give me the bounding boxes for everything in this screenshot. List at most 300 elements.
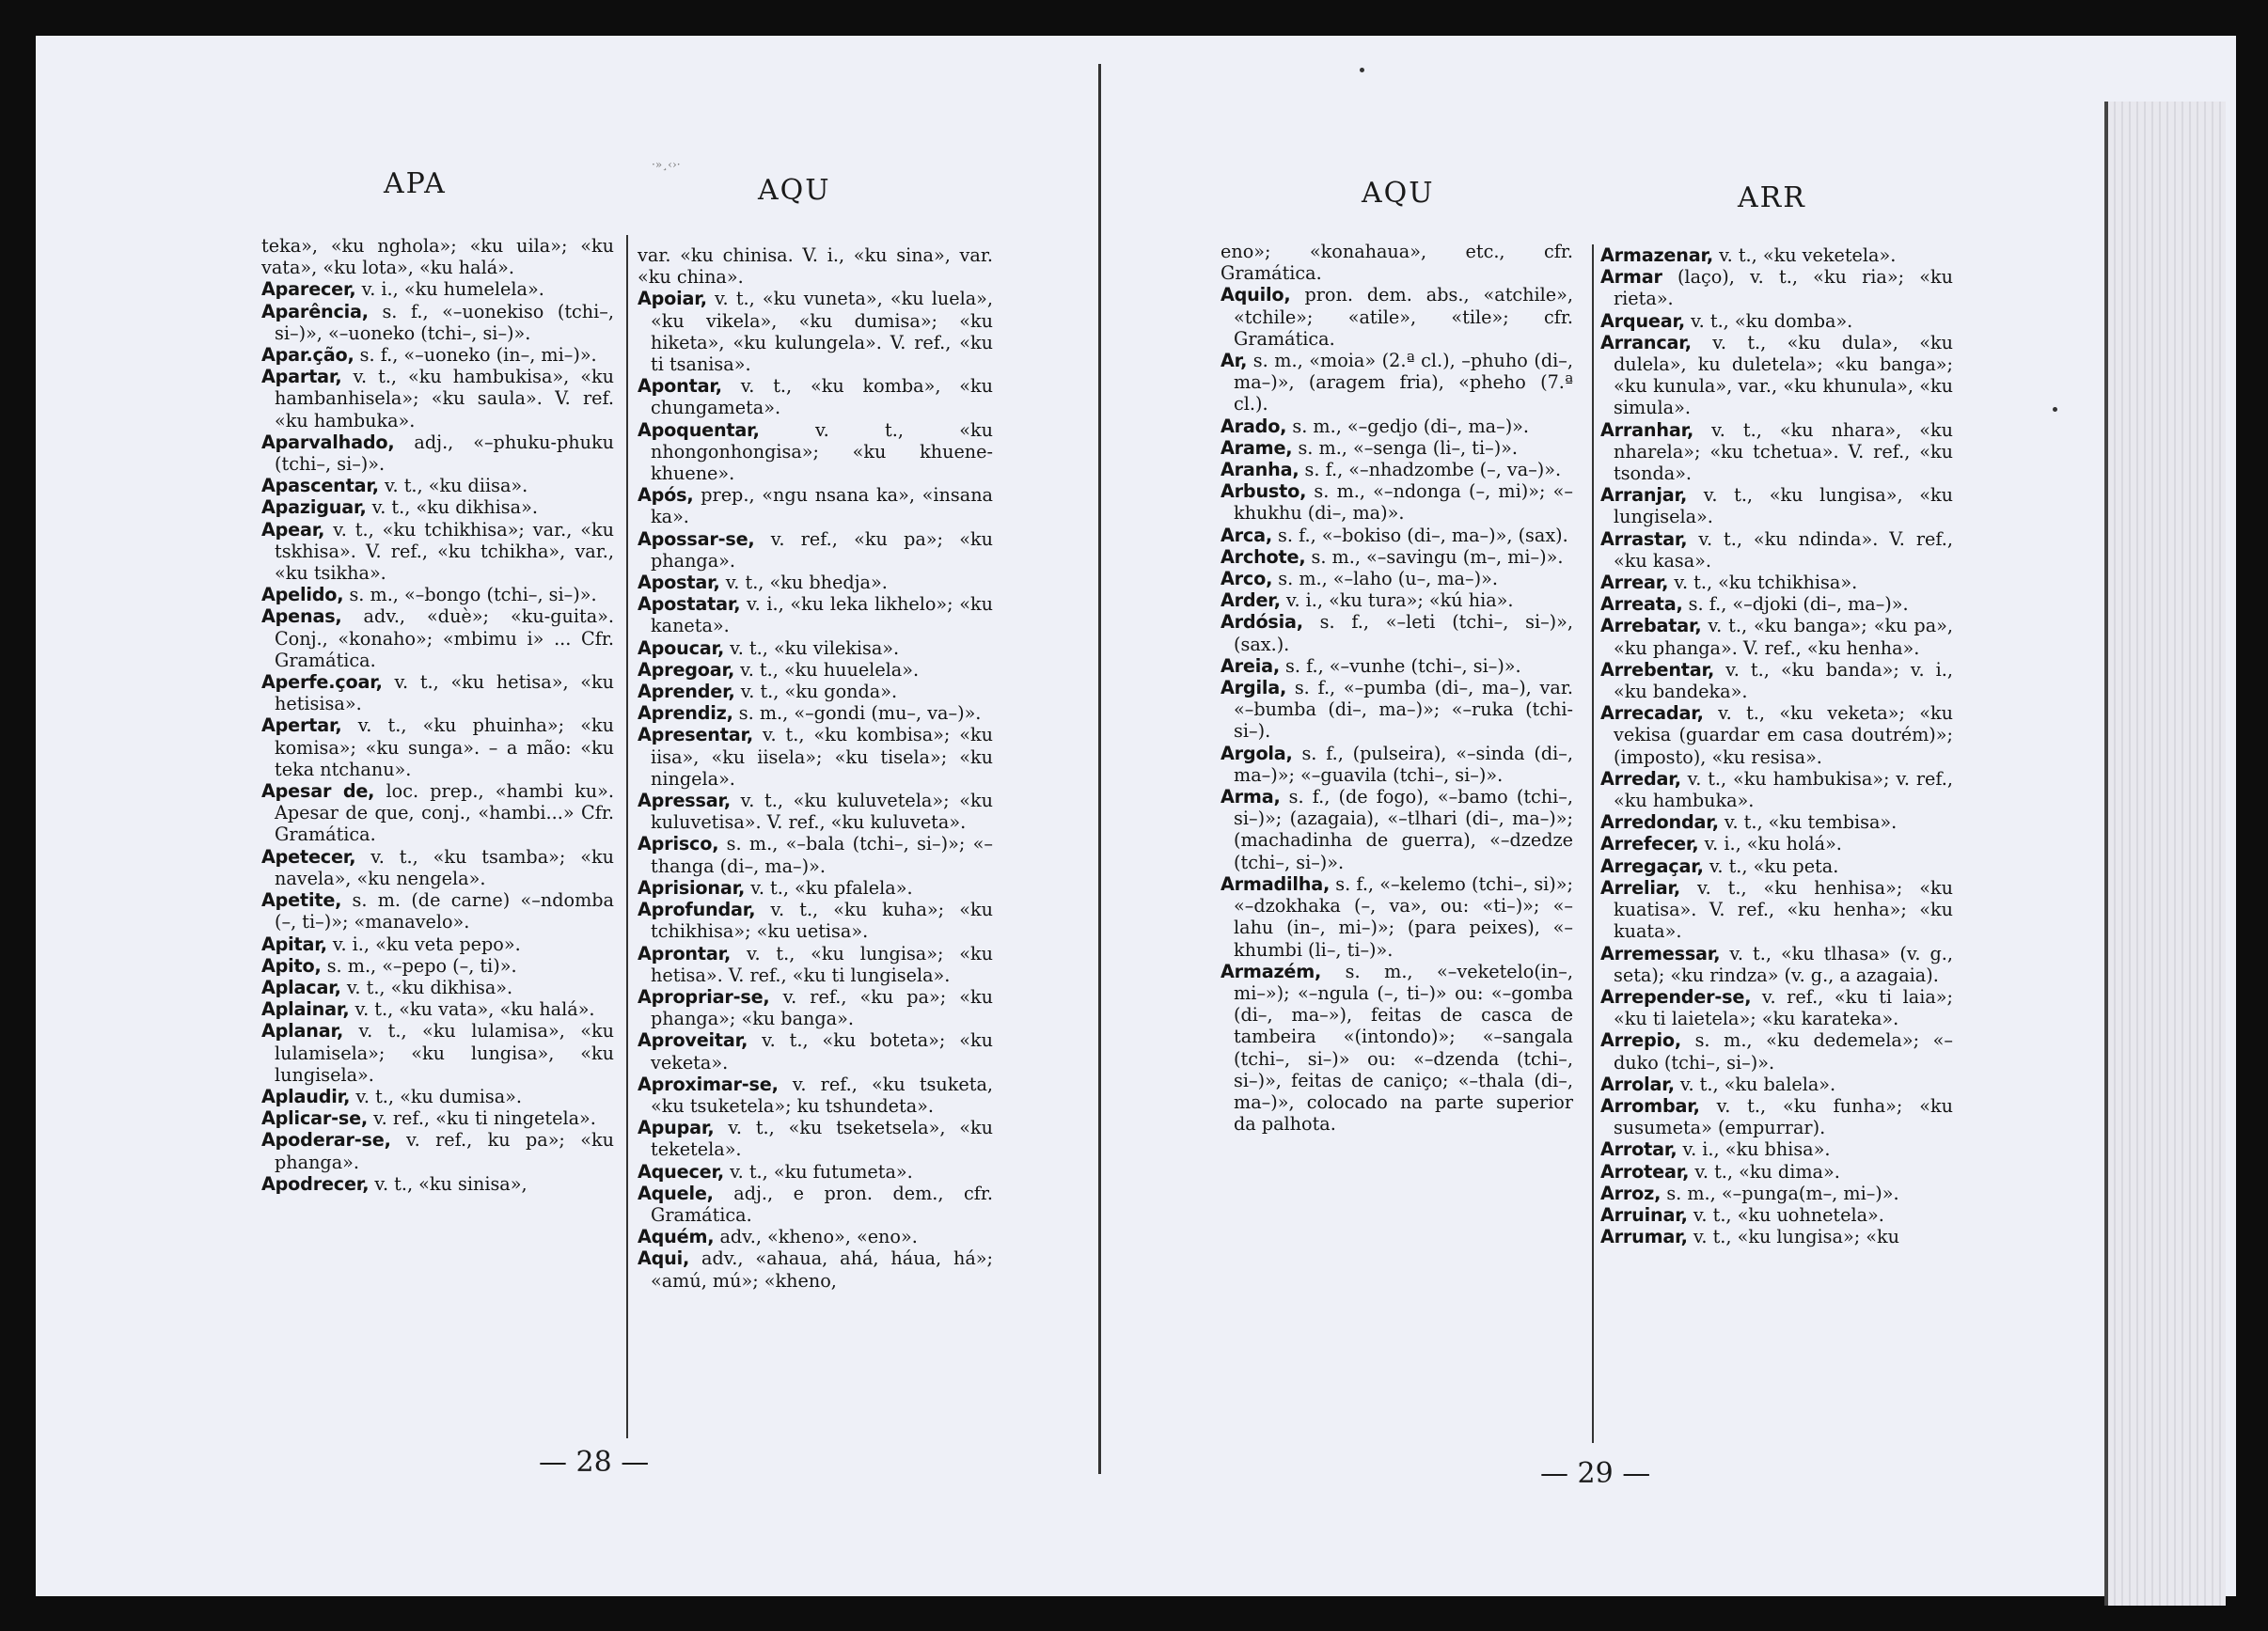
entry-definition: v. i., «ku humelela».: [355, 278, 544, 301]
dictionary-entry: [261, 955, 614, 977]
entry-headword: Arranjar,: [1600, 484, 1688, 507]
dictionary-entry: [1221, 743, 1573, 786]
entry-headword: Apascentar,: [261, 475, 379, 497]
entry-definition: v. t., «ku vilekisa».: [724, 636, 900, 659]
entry-definition: v. t., «ku lungisa»; «ku hetisa». V. ref., «ku ti lungisela».: [651, 942, 993, 986]
dictionary-entry: [261, 846, 614, 889]
entry-headword: Apupar,: [638, 1117, 715, 1139]
entry-headword: Apoquentar,: [638, 418, 760, 441]
dictionary-entry: [261, 475, 614, 496]
entry-headword: Arredar,: [1600, 767, 1681, 790]
entry-definition: v. t., «ku kuluvetela»; «ku kuluvetisa». V. ref., «ku kuluveta».: [651, 790, 993, 834]
next-page-edge: [2104, 102, 2226, 1606]
entry-definition: s. f., «–pumba (di–, ma–), var. «–bumba (di–, ma–)»; «–ruka (tchi- si–).: [1234, 677, 1573, 743]
dictionary-entry: [638, 790, 993, 833]
dictionary-entry: [261, 977, 614, 998]
entry-headword: Apodrecer,: [261, 1172, 370, 1195]
entry-definition: loc. prep., «hambi ku». Apesar de que, conj., «hambi...» Cfr. Gramática.: [275, 780, 614, 846]
dictionary-entry: [261, 235, 614, 278]
entry-headword: Aquilo,: [1221, 284, 1291, 306]
dictionary-entry: [1221, 437, 1573, 459]
entry-headword: Arrecadar,: [1600, 702, 1704, 725]
book-spread: [36, 36, 2236, 1596]
entry-definition: v. t., «ku peta.: [1703, 855, 1839, 877]
dictionary-entry: [261, 1173, 614, 1195]
header-left-guide-word: APA: [384, 167, 447, 200]
dictionary-entry: [1221, 611, 1573, 654]
dictionary-entry: [638, 484, 993, 527]
paper-speck: [2053, 407, 2057, 412]
dictionary-entry: [261, 301, 614, 344]
entry-definition: v. t., «ku lungisa», «ku lungisela».: [1614, 484, 1953, 528]
dictionary-entry: [1600, 593, 1953, 615]
entry-headword: Arreata,: [1600, 593, 1683, 616]
ink-smudge: ·»¸‹›·: [652, 158, 681, 171]
dictionary-entry: [638, 1226, 993, 1247]
entry-headword: Arrumar,: [1600, 1226, 1688, 1248]
entry-headword: Apenas,: [261, 605, 342, 628]
entry-headword: Arredondar,: [1600, 811, 1719, 834]
entry-headword: Armadilha,: [1221, 872, 1331, 895]
dictionary-entry: [1600, 266, 1953, 309]
entry-definition: v. t., «ku diisa».: [378, 475, 528, 497]
dictionary-entry: [638, 1117, 993, 1160]
dictionary-entry: [638, 375, 993, 418]
entry-headword: Arrancar,: [1600, 331, 1692, 353]
entry-headword: Armar: [1600, 266, 1662, 289]
dictionary-entry: [638, 681, 993, 702]
entry-definition: s. m., «–senga (li–, ti–)».: [1292, 436, 1519, 459]
entry-definition: s. m., «–pepo (–, ti)».: [321, 954, 517, 977]
entry-headword: Aparecer,: [261, 278, 356, 301]
dictionary-entry: [1600, 1204, 1953, 1226]
entry-headword: Apressar,: [638, 790, 731, 812]
dictionary-entry: [1221, 655, 1573, 677]
entry-headword: Aquém,: [638, 1226, 715, 1248]
header-right-guide-word: ARR: [1738, 181, 1806, 214]
entry-definition: v. t., «ku futumeta».: [723, 1160, 913, 1183]
entry-definition: adv., «duè»; «ku-guita». Conj., «konaho»; «mbimu i» ... Cfr. Gramática.: [275, 605, 614, 671]
dictionary-entry: [638, 899, 993, 942]
entry-headword: Arbusto,: [1221, 480, 1307, 503]
entry-definition: v. t., «ku tsamba»; «ku navela», «ku nengela».: [275, 845, 614, 889]
column-rule: [1592, 244, 1594, 1443]
entry-headword: Apitar,: [261, 933, 327, 955]
dictionary-entry: [1600, 1095, 1953, 1138]
entry-headword: Aquele,: [638, 1182, 714, 1204]
entry-definition: s. f., «–leti (tchi–, si–)», (sax.).: [1234, 611, 1573, 655]
entry-definition: s. m., «–bongo (tchi–, si–)».: [343, 584, 597, 606]
entry-definition: v. t., «ku sinisa»,: [369, 1172, 528, 1195]
entry-definition: v. i., «ku holá».: [1698, 833, 1842, 855]
dictionary-entry: [1600, 768, 1953, 811]
entry-headword: Aqui,: [638, 1247, 690, 1270]
dictionary-entry: [1221, 961, 1573, 1136]
entry-definition: s. m., «–laho (u–, ma–)».: [1272, 568, 1498, 590]
dictionary-entry: [638, 528, 993, 572]
dictionary-entry: [261, 889, 614, 933]
dictionary-entry: [638, 724, 993, 790]
header-left-guide-word: AQU: [1362, 177, 1435, 210]
dictionary-entry: [261, 933, 614, 955]
entry-definition: v. t., «ku hambukisa»; v. ref., «ku hambuka».: [1614, 767, 1953, 812]
entry-definition: s. m., «–ndonga (–, mi)»; «–khukhu (di–, ma)».: [1234, 480, 1573, 525]
dictionary-entry: [261, 431, 614, 475]
entry-definition: s. f., «–nhadzombe (–, va–)».: [1299, 459, 1562, 481]
dictionary-entry: [1600, 811, 1953, 833]
entry-headword: Apito,: [261, 954, 322, 977]
entry-definition: s. f., «–uoneko (in–, mi–)».: [354, 344, 597, 367]
entry-definition: v. i., «ku veta pepo».: [326, 933, 521, 955]
entry-headword: Apartar,: [261, 366, 342, 388]
entry-definition: var. «ku chinisa. V. i., «ku sina», var. «ku china».: [638, 244, 993, 289]
entry-headword: Ar,: [1221, 350, 1248, 372]
dictionary-entry: [1221, 284, 1573, 350]
dictionary-entry: [638, 419, 993, 485]
entry-headword: Após,: [638, 484, 694, 507]
entry-headword: Arremessar,: [1600, 942, 1721, 964]
page-29: [1108, 36, 2104, 1596]
entry-headword: Apesar de,: [261, 780, 375, 803]
entry-headword: Apossar-se,: [638, 527, 755, 550]
entry-headword: Apetite,: [261, 889, 342, 912]
entry-definition: s. m., «ku dedemela»; «–duko (tchi–, si–)».: [1614, 1029, 1953, 1074]
entry-headword: Aplanar,: [261, 1020, 344, 1043]
entry-definition: adj., «–phuku-phuku (tchi–, si–)».: [275, 431, 614, 476]
entry-headword: Aprontar,: [638, 942, 732, 964]
column-rule: [626, 235, 628, 1438]
dictionary-entry: [261, 584, 614, 605]
entry-headword: Aprisco,: [638, 833, 719, 855]
entry-headword: Arrefecer,: [1600, 833, 1699, 855]
column-left-1: [261, 235, 614, 1195]
dictionary-entry: [1600, 1161, 1953, 1183]
entry-definition: v. t., «ku bhedja».: [719, 572, 888, 594]
entry-definition: v. ref., «ku tsuketa, «ku tsuketela»; ku tshundeta».: [651, 1073, 993, 1117]
entry-headword: Apregoar,: [638, 658, 735, 681]
page-28: [36, 36, 1098, 1596]
dictionary-entry: [1221, 241, 1573, 284]
entry-definition: v. t., «ku lulamisa», «ku lulamisela»; «ku lungisa», «ku lungisela».: [275, 1020, 614, 1086]
column-right-1: [1221, 241, 1573, 1135]
page-number: — 28 —: [539, 1446, 650, 1479]
header-right-guide-word: AQU: [758, 174, 831, 207]
dictionary-entry: [638, 593, 993, 636]
dictionary-entry: [1221, 350, 1573, 416]
dictionary-entry: [261, 780, 614, 846]
dictionary-entry: [261, 1020, 614, 1086]
dictionary-entry: [638, 943, 993, 986]
dictionary-entry: [1221, 786, 1573, 873]
entry-definition: s. m., «–bala (tchi–, si–)»; «–thanga (di–, ma–)».: [651, 833, 993, 877]
entry-definition: v. t., «ku uohnetela».: [1687, 1203, 1884, 1226]
entry-definition: s. m., «moia» (2.ª cl.), –phuho (di–, ma–)», (aragem fria), «pheho (7.ª cl.).: [1234, 350, 1573, 416]
dictionary-entry: [261, 344, 614, 366]
entry-definition: v. ref., «ku pa»; «ku phanga».: [651, 527, 993, 572]
dictionary-entry: [638, 833, 993, 876]
entry-definition: v. t., «ku tchikhisa»; var., «ku tskhisa». V. ref., «ku tchikha», var., «ku tsikha».: [275, 518, 614, 585]
entry-definition: v. t., «ku phuinha»; «ku komisa»; «ku sunga». – a mão: «ku teka ntchanu».: [275, 714, 614, 780]
spine-rule: [1098, 64, 1101, 1474]
column-right-2: [1600, 244, 1953, 1247]
dictionary-entry: [638, 572, 993, 593]
dictionary-entry: [1600, 1183, 1953, 1204]
dictionary-entry: [1600, 659, 1953, 702]
entry-headword: Aquecer,: [638, 1160, 724, 1183]
entry-definition: s. m., «–gedjo (di–, ma–)».: [1286, 415, 1530, 437]
entry-headword: Arame,: [1221, 436, 1293, 459]
dictionary-entry: [638, 1183, 993, 1226]
dictionary-entry: [1221, 480, 1573, 524]
entry-headword: Arruinar,: [1600, 1203, 1688, 1226]
entry-definition: v. t., «ku dumisa».: [350, 1085, 523, 1107]
entry-headword: Apontar,: [638, 375, 722, 398]
dictionary-entry: [1221, 459, 1573, 480]
entry-headword: Argola,: [1221, 742, 1293, 764]
dictionary-entry: [1221, 568, 1573, 589]
dictionary-entry: [1600, 1074, 1953, 1095]
column-left-2: [638, 244, 993, 1292]
entry-definition: v. t., «ku vata», «ku halá».: [349, 998, 595, 1021]
entry-headword: Ardósia,: [1221, 611, 1303, 634]
entry-headword: Arrotar,: [1600, 1138, 1677, 1161]
entry-definition: s. f., «–uonekiso (tchi–, si–)», «–uoneko (tchi–, si–)».: [275, 300, 614, 344]
entry-headword: Apar.ção,: [261, 344, 354, 367]
entry-definition: s. m., «–veketelo(in–, mi–»); «–ngula (–, ti–)» ou: «–gomba (di–, ma–»), feitas de casca de tambeira «(intondo)»; «–sangala (tchi–, si–)» ou: «–dzenda (tchi–, si–)», feitas de caniço; «–thala (di–, ma–)», colocado na parte superior da palhota.: [1234, 960, 1573, 1136]
entry-headword: Armazém,: [1221, 960, 1322, 982]
dictionary-entry: [1600, 484, 1953, 527]
dictionary-entry: [638, 702, 993, 724]
entry-headword: Arca,: [1221, 524, 1272, 546]
entry-headword: Argila,: [1221, 677, 1287, 699]
entry-headword: Apaziguar,: [261, 496, 367, 519]
entry-definition: s. m., «–savingu (m–, mi–)».: [1305, 545, 1564, 568]
dictionary-entry: [1600, 986, 1953, 1029]
dictionary-entry: [1600, 855, 1953, 877]
entry-definition: v. t., «ku nhongonhongisa»; «ku khuene-khuene».: [651, 418, 993, 485]
dictionary-entry: [261, 1107, 614, 1129]
entry-definition: v. i., «ku leka likhelo»; «ku kaneta».: [651, 593, 993, 637]
entry-headword: Apetecer,: [261, 845, 356, 868]
dictionary-entry: [1221, 677, 1573, 743]
entry-definition: adv., «ahaua, ahá, háua, há»; «amú, mú»; «kheno,: [651, 1247, 993, 1292]
dictionary-entry: [1600, 310, 1953, 332]
dictionary-entry: [1221, 873, 1573, 961]
dictionary-entry: [1600, 332, 1953, 419]
entry-definition: v. t., «ku dima».: [1689, 1160, 1840, 1183]
dictionary-entry: [1221, 546, 1573, 568]
entry-definition: v. t., «ku ndinda». V. ref., «ku kasa».: [1614, 527, 1953, 572]
entry-headword: Apropriar-se,: [638, 985, 770, 1008]
entry-definition: v. ref., «ku ti ningetela».: [368, 1107, 596, 1130]
dictionary-entry: [261, 278, 614, 300]
entry-definition: v. t., «ku dula», «ku dulela», ku duletela»; «ku banga»; «ku kunula», var., «ku khunula», «ku simula».: [1614, 331, 1953, 419]
dictionary-entry: [638, 986, 993, 1029]
entry-definition: v. t., «ku henhisa»; «ku kuatisa». V. ref., «ku henha»; «ku kuata».: [1614, 876, 1953, 943]
entry-headword: Aparvalhado,: [261, 431, 395, 453]
entry-definition: v. t., «ku pfalela».: [745, 876, 913, 899]
entry-definition: s. m., «–gondi (mu–, va–)».: [732, 702, 982, 725]
entry-headword: Arrebentar,: [1600, 658, 1715, 681]
entry-definition: eno»; «konahaua», etc., cfr. Gramática.: [1221, 241, 1573, 285]
entry-headword: Apresentar,: [638, 724, 754, 746]
entry-headword: Arroz,: [1600, 1182, 1662, 1204]
dictionary-entry: [638, 877, 993, 899]
entry-headword: Aproveitar,: [638, 1029, 748, 1052]
entry-definition: adj., e pron. dem., cfr. Gramática.: [651, 1182, 993, 1226]
dictionary-entry: [261, 671, 614, 714]
entry-headword: Aplicar-se,: [261, 1107, 369, 1130]
dictionary-entry: [638, 1029, 993, 1073]
entry-headword: Aprisionar,: [638, 876, 746, 899]
entry-definition: s. f., (de fogo), «–bamo (tchi–, si–)»; (azagaia), «–tlhari (di–, ma–)»; (machadinha de guerra), «–dzedze (tchi–, si–)».: [1234, 786, 1573, 873]
entry-definition: v. t., «ku hambukisa», «ku hambanhisela»; «ku saula». V. ref. «ku hambuka».: [275, 366, 614, 431]
dictionary-entry: [1221, 589, 1573, 611]
entry-definition: prep., «ngu nsana ka», «insana ka».: [651, 484, 993, 528]
entry-headword: Arco,: [1221, 568, 1273, 590]
entry-definition: v. t., «ku nhara», «ku nharela»; «ku tchetua». V. ref., «ku tsonda».: [1614, 418, 1953, 485]
entry-headword: Apoiar,: [638, 288, 707, 310]
entry-definition: v. t., «ku veketela».: [1712, 244, 1897, 266]
entry-definition: s. f., «–bokiso (di–, ma–)», (sax).: [1271, 524, 1568, 546]
entry-definition: v. t., «ku balela».: [1674, 1073, 1836, 1095]
dictionary-entry: [638, 244, 993, 288]
entry-headword: Arder,: [1221, 589, 1281, 612]
entry-headword: Archote,: [1221, 545, 1306, 568]
entry-definition: s. m. (de carne) «–ndomba (–, ti–)»; «manavelo».: [275, 889, 614, 933]
entry-headword: Aplacar,: [261, 976, 341, 998]
entry-definition: (laço), v. t., «ku ria»; «ku rieta».: [1614, 266, 1953, 310]
dictionary-entry: [261, 496, 614, 518]
dictionary-entry: [261, 714, 614, 780]
entry-headword: Arreliar,: [1600, 876, 1681, 899]
entry-definition: teka», «ku nghola»; «ku uila»; «ku vata», «ku lota», «ku halá».: [261, 235, 614, 279]
entry-definition: s. m., «–punga(m–, mi–)».: [1661, 1182, 1899, 1204]
dictionary-entry: [638, 1074, 993, 1117]
dictionary-entry: [1600, 572, 1953, 593]
entry-definition: s. f., «–djoki (di–, ma–)».: [1682, 593, 1909, 616]
dictionary-entry: [638, 1247, 993, 1291]
dictionary-entry: [261, 519, 614, 585]
dictionary-entry: [638, 288, 993, 375]
entry-headword: Arrepio,: [1600, 1029, 1681, 1052]
entry-definition: v. t., «ku veketa»; «ku vekisa (guardar em casa doutrém)»; (imposto), «ku resisa».: [1614, 702, 1953, 768]
entry-headword: Arranhar,: [1600, 418, 1694, 441]
entry-definition: v. t., «ku hetisa», «ku hetisisa».: [275, 671, 614, 715]
dictionary-entry: [1221, 416, 1573, 437]
dictionary-entry: [638, 637, 993, 659]
entry-definition: v. t., «ku tchikhisa».: [1668, 572, 1858, 594]
paper-speck: [1360, 68, 1364, 72]
dictionary-entry: [1600, 833, 1953, 855]
dictionary-entry: [1600, 615, 1953, 658]
entry-headword: Aprofundar,: [638, 899, 756, 921]
dictionary-entry: [1600, 419, 1953, 485]
dictionary-entry: [261, 605, 614, 671]
entry-definition: v. t., «ku tseketsela», «ku teketela».: [651, 1117, 993, 1161]
dictionary-entry: [1600, 244, 1953, 266]
dictionary-entry: [638, 659, 993, 681]
entry-headword: Apelido,: [261, 584, 344, 606]
entry-headword: Apostatar,: [638, 593, 741, 616]
entry-headword: Arrotear,: [1600, 1160, 1690, 1183]
entry-headword: Arrolar,: [1600, 1073, 1675, 1095]
entry-definition: v. t., «ku banga»; «ku pa», «ku phanga». V. ref., «ku henha».: [1614, 615, 1953, 659]
entry-headword: Apostar,: [638, 572, 720, 594]
entry-headword: Arado,: [1221, 415, 1287, 437]
entry-headword: Arrombar,: [1600, 1094, 1700, 1117]
dictionary-entry: [1221, 525, 1573, 546]
entry-definition: v. t., «ku tembisa».: [1718, 811, 1898, 834]
entry-definition: v. t., «ku funha»; «ku susumeta» (empurrar).: [1614, 1094, 1953, 1139]
entry-headword: Aranha,: [1221, 459, 1299, 481]
dictionary-entry: [261, 366, 614, 431]
entry-headword: Armazenar,: [1600, 244, 1713, 266]
entry-definition: v. t., «ku boteta»; «ku veketa».: [651, 1029, 993, 1074]
dictionary-entry: [1600, 943, 1953, 986]
entry-definition: v. t., «ku dikhisa».: [366, 496, 538, 519]
entry-definition: v. t., «ku kombisa»; «ku iisa», «ku iisela»; «ku tisela»; «ku ningela».: [651, 724, 993, 790]
entry-definition: v. t., «ku lungisa»; «ku: [1687, 1226, 1899, 1248]
entry-definition: v. t., «ku kuha»; «ku tchikhisa»; «ku uetisa».: [651, 899, 993, 943]
entry-definition: v. t., «ku dikhisa».: [340, 976, 513, 998]
entry-headword: Apertar,: [261, 714, 342, 737]
entry-definition: v. i., «ku bhisa».: [1677, 1138, 1831, 1161]
entry-headword: Arregaçar,: [1600, 855, 1704, 877]
dictionary-entry: [1600, 877, 1953, 943]
entry-definition: v. t., «ku gonda».: [734, 681, 898, 703]
dictionary-entry: [1600, 1029, 1953, 1073]
dictionary-entry: [1600, 1226, 1953, 1247]
entry-definition: v. t., «ku tlhasa» (v. g., seta); «ku rindza» (v. g., a azagaia).: [1614, 942, 1953, 986]
entry-headword: Arrear,: [1600, 572, 1669, 594]
entry-headword: Arquear,: [1600, 309, 1685, 332]
entry-headword: Areia,: [1221, 654, 1280, 677]
entry-definition: s. f., «–kelemo (tchi–, si)»; «–dzokhaka (–, va», ou: «ti–)»; «–lahu (in–, mi–)»; (para peixes), «–khumbi (li–, ti–)».: [1234, 872, 1573, 961]
entry-definition: v. t., «ku huuelela».: [734, 658, 920, 681]
entry-headword: Arrebatar,: [1600, 615, 1702, 637]
entry-headword: Aplaudir,: [261, 1085, 351, 1107]
entry-headword: Arrepender-se,: [1600, 985, 1752, 1008]
entry-headword: Arma,: [1221, 786, 1281, 808]
entry-definition: v. ref., ku pa»; «ku phanga».: [275, 1129, 614, 1173]
entry-definition: pron. dem. abs., «atchile», «tchile»; «atile», «tile»; cfr. Gramática.: [1234, 284, 1573, 350]
entry-headword: Aprendiz,: [638, 702, 733, 725]
dictionary-entry: [261, 1086, 614, 1107]
entry-headword: Apoucar,: [638, 636, 725, 659]
entry-definition: v. t., «ku vuneta», «ku luela», «ku vikela», «ku dumisa»; «ku hiketa», «ku kulungela». V. ref., «ku ti tsanisa».: [651, 288, 993, 376]
entry-headword: Aprender,: [638, 681, 735, 703]
entry-definition: s. f., (pulseira), «–sinda (di–, ma–)»; «–guavila (tchi–, si–)».: [1234, 742, 1573, 786]
entry-headword: Aperfe.çoar,: [261, 671, 383, 694]
entry-definition: v. ref., «ku ti laia»; «ku ti laietela»; «ku karateka».: [1614, 985, 1953, 1030]
dictionary-entry: [1600, 702, 1953, 768]
dictionary-entry: [1600, 528, 1953, 572]
entry-headword: Aplainar,: [261, 998, 350, 1021]
entry-definition: v. ref., «ku pa»; «ku phanga»; «ku banga».: [651, 985, 993, 1030]
page-number: — 29 —: [1540, 1457, 1651, 1490]
entry-headword: Apoderar-se,: [261, 1129, 391, 1152]
entry-definition: v. i., «ku tura»; «kú hia».: [1280, 589, 1514, 612]
entry-headword: Apear,: [261, 518, 325, 541]
entry-definition: v. t., «ku domba».: [1685, 309, 1853, 332]
entry-definition: v. t., «ku banda»; v. i., «ku bandeka».: [1614, 658, 1953, 703]
dictionary-entry: [1600, 1138, 1953, 1160]
entry-headword: Arrastar,: [1600, 527, 1688, 550]
dictionary-entry: [638, 1161, 993, 1183]
dictionary-entry: [261, 1129, 614, 1172]
entry-definition: s. f., «–vunhe (tchi–, si–)».: [1279, 654, 1521, 677]
